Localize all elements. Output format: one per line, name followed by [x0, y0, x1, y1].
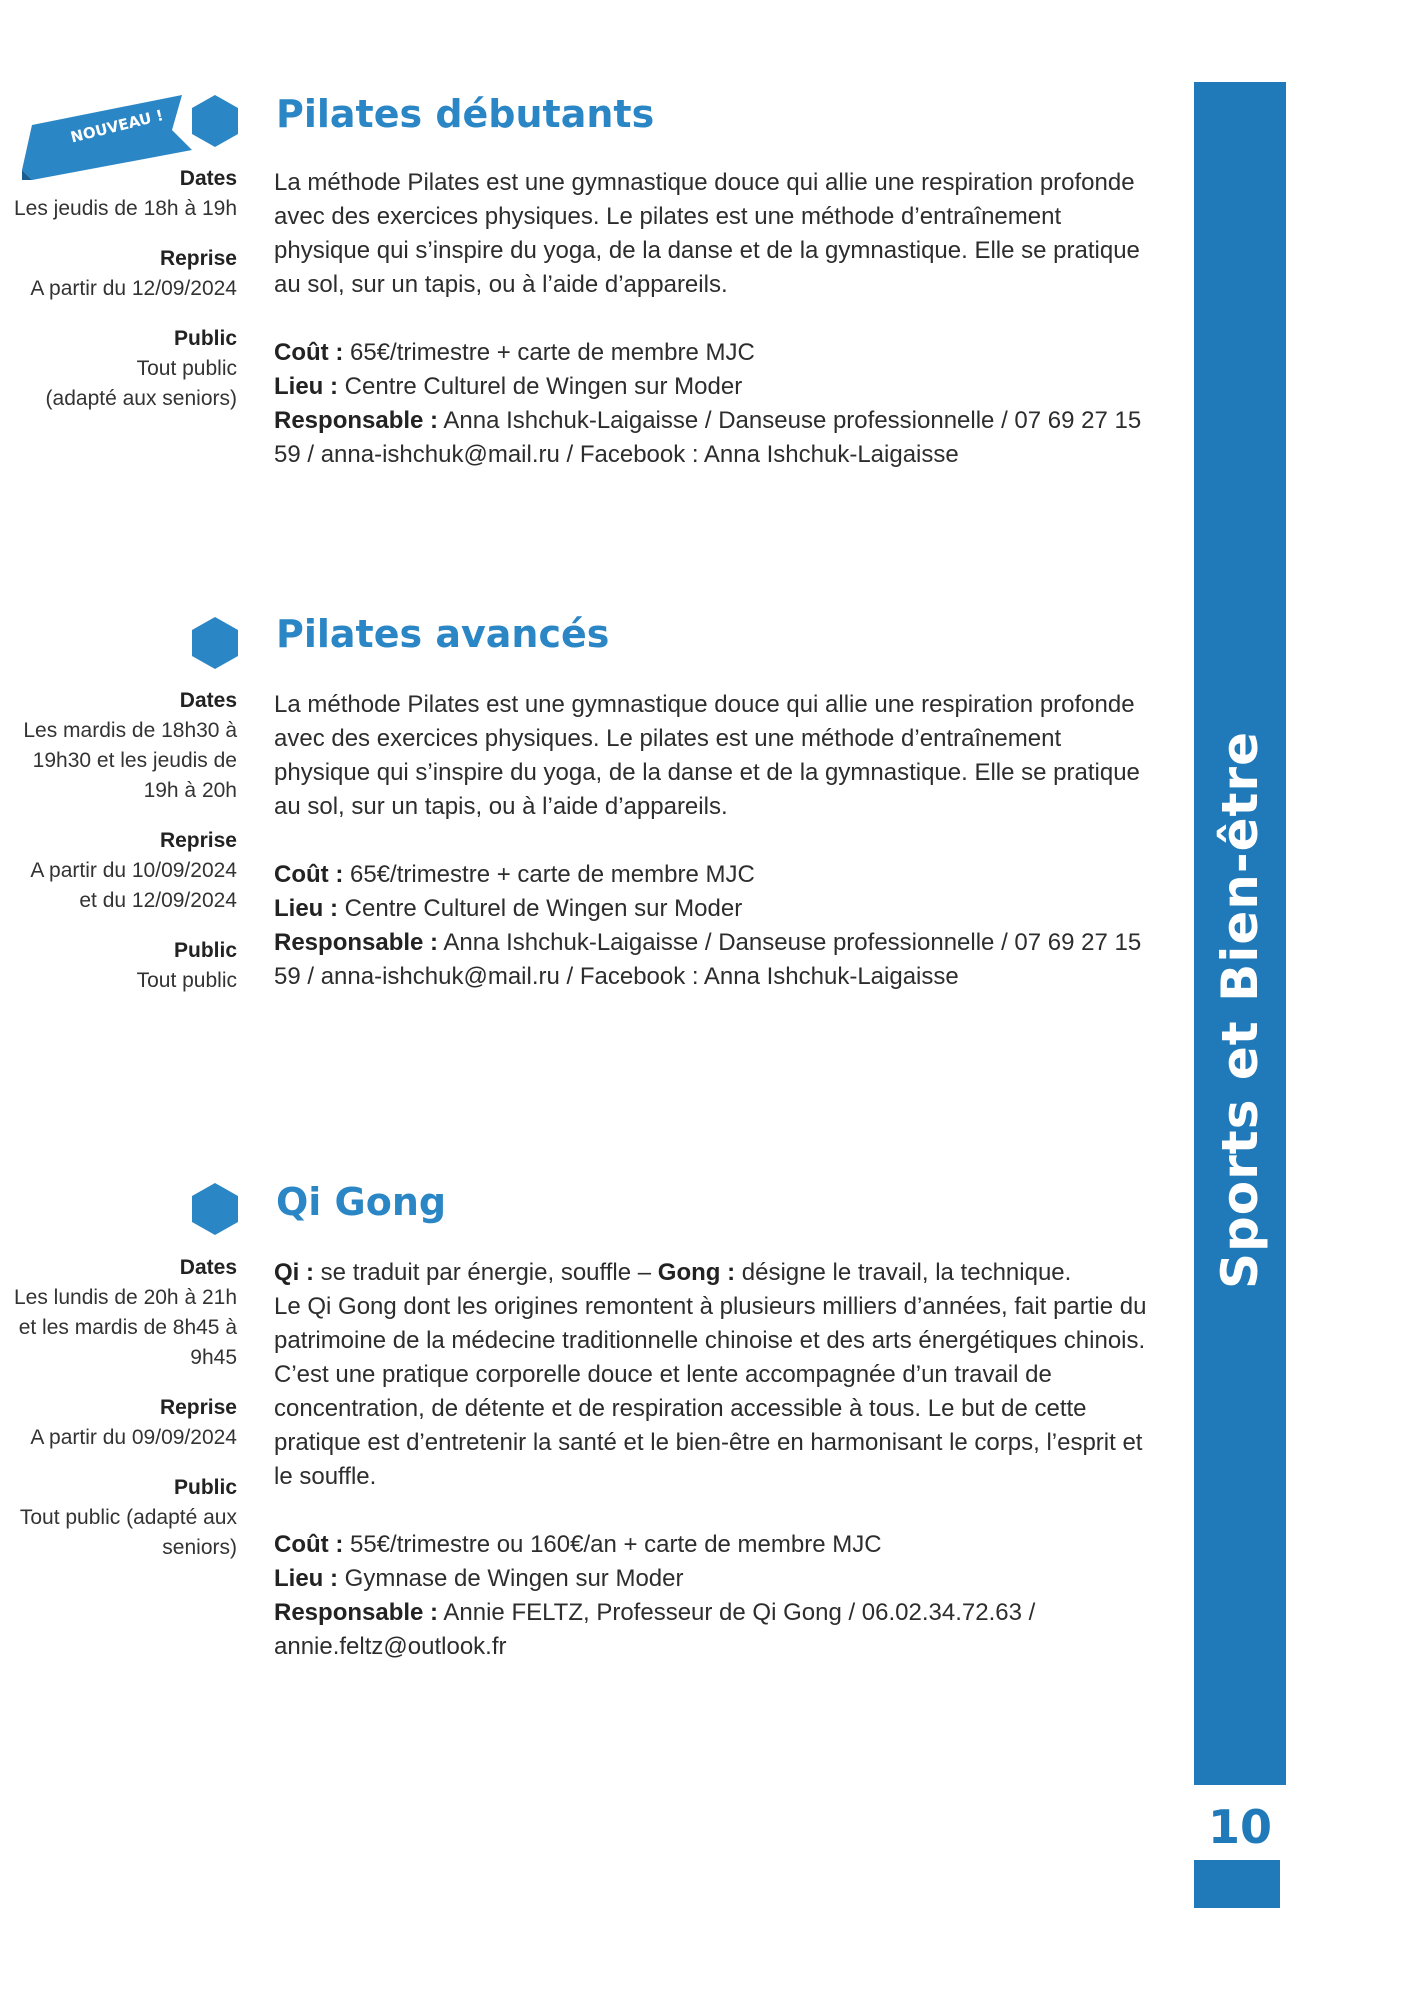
cout-line [274, 858, 1154, 892]
responsable-line [274, 404, 1154, 472]
reprise-value: A partir du 12/09/2024 [30, 277, 237, 300]
cout-value: 55€/trimestre ou 160€/an + carte de membre MJC [349, 1531, 882, 1558]
lieu-label: Lieu : [274, 1565, 338, 1592]
responsable-label: Responsable : [274, 407, 439, 434]
reprise-label: Reprise [159, 247, 237, 270]
description: Le Qi Gong dont les origines remontent à plusieurs milliers d’années, fait partie du patrimoine de la médecine traditionnelle chinoise et des arts énergétiques chinois. C’est une pratique corporelle douce et lente accompagnée d’un travail de concentration, de détente et de respiration accessible à tous. Le but de cette pratique est d’entretenir la santé et le bien-être en harmonisant le corps, l’esprit et le souffle. [274, 1293, 1147, 1490]
section-title-pilates-avances: Pilates avancés [276, 612, 610, 656]
public-label: Public [173, 327, 237, 350]
qi-gong-intro [274, 1256, 1154, 1290]
qi-text: se traduit par énergie, souffle – [320, 1259, 652, 1286]
responsable-value: Anna Ishchuk-Laigaisse / Danseuse professionnelle / 07 69 27 15 59 / anna-ishchuk@mail.ru / Facebook : Anna Ishchuk-Laigaisse [274, 929, 1142, 990]
dates-value: Les jeudis de 18h à 19h [13, 197, 237, 220]
cout-line [274, 336, 1154, 370]
lieu-label: Lieu : [274, 895, 338, 922]
reprise-label: Reprise [159, 1396, 237, 1419]
responsable-value: Annie FELTZ, Professeur de Qi Gong / 06.02.34.72.63 / annie.feltz@outlook.fr [274, 1599, 1036, 1660]
responsable-label: Responsable : [274, 929, 439, 956]
lieu-label: Lieu : [274, 373, 338, 400]
cout-value: 65€/trimestre + carte de membre MJC [349, 861, 755, 888]
cout-label: Coût : [274, 1531, 344, 1558]
dates-value: Les mardis de 18h30 à 19h30 et les jeudis de 19h à 20h [23, 719, 237, 802]
reprise-value-line1: A partir du 10/09/2024 [30, 859, 237, 882]
cout-value: 65€/trimestre + carte de membre MJC [349, 339, 755, 366]
dates-value: Les lundis de 20h à 21h et les mardis de 8h45 à 9h45 [13, 1286, 237, 1369]
page-number: 10 [1207, 1800, 1272, 1854]
lieu-value: Gymnase de Wingen sur Moder [344, 1565, 684, 1592]
responsable-label: Responsable : [274, 1599, 439, 1626]
section-title-pilates-debutants: Pilates débutants [276, 92, 655, 136]
body-pilates-debutants [274, 166, 1154, 472]
public-value: Tout public [136, 969, 237, 992]
reprise-label: Reprise [159, 829, 237, 852]
lieu-line [274, 370, 1154, 404]
meta-pilates-debutants [0, 164, 237, 414]
hexagon-icon [192, 95, 238, 147]
meta-qi-gong [0, 1253, 237, 1563]
body-pilates-avances [274, 688, 1154, 994]
dates-label: Dates [179, 689, 237, 712]
meta-pilates-avances [0, 686, 237, 996]
cout-label: Coût : [274, 339, 344, 366]
hexagon-icon [192, 1183, 238, 1235]
page-number-bar [1194, 1860, 1280, 1908]
responsable-line [274, 1596, 1154, 1664]
description: La méthode Pilates est une gymnastique douce qui allie une respiration profonde avec des exercices physiques. Le pilates est une méthode d’entraînement physique qui s’inspire du yoga, de la danse et de la gymnastique. Elle se pratique au sol, sur un tapis, ou à l’aide d’appareils. [274, 169, 1140, 298]
responsable-value: Anna Ishchuk-Laigaisse / Danseuse professionnelle / 07 69 27 15 59 / anna-ishchuk@mail.ru / Facebook : Anna Ishchuk-Laigaisse [274, 407, 1142, 468]
hexagon-icon [192, 617, 238, 669]
public-value-line2: (adapté aux seniors) [45, 387, 237, 410]
lieu-value: Centre Culturel de Wingen sur Moder [344, 895, 743, 922]
public-value-line1: Tout public [136, 357, 237, 380]
lieu-value: Centre Culturel de Wingen sur Moder [344, 373, 743, 400]
description: La méthode Pilates est une gymnastique douce qui allie une respiration profonde avec des exercices physiques. Le pilates est une méthode d’entraînement physique qui s’inspire du yoga, de la danse et de la gymnastique. Elle se pratique au sol, sur un tapis, ou à l’aide d’appareils. [274, 691, 1140, 820]
qi-label: Qi : [274, 1259, 314, 1286]
lieu-line [274, 892, 1154, 926]
dates-label: Dates [179, 167, 237, 190]
gong-text: désigne le travail, la technique. [741, 1259, 1072, 1286]
public-label: Public [173, 1476, 237, 1499]
public-value: Tout public (adapté aux seniors) [19, 1506, 237, 1559]
public-label: Public [173, 939, 237, 962]
lieu-line [274, 1562, 1154, 1596]
body-qi-gong [274, 1256, 1154, 1664]
ribbon-text: NOUVEAU ! [68, 106, 166, 147]
side-title: Sports et Bien-être [1211, 731, 1269, 1289]
gong-label: Gong : [657, 1259, 736, 1286]
reprise-value-line2: et du 12/09/2024 [79, 889, 237, 912]
reprise-value: A partir du 09/09/2024 [30, 1426, 237, 1449]
section-title-qi-gong: Qi Gong [276, 1180, 447, 1224]
dates-label: Dates [179, 1256, 237, 1279]
cout-line [274, 1528, 1154, 1562]
responsable-line [274, 926, 1154, 994]
cout-label: Coût : [274, 861, 344, 888]
